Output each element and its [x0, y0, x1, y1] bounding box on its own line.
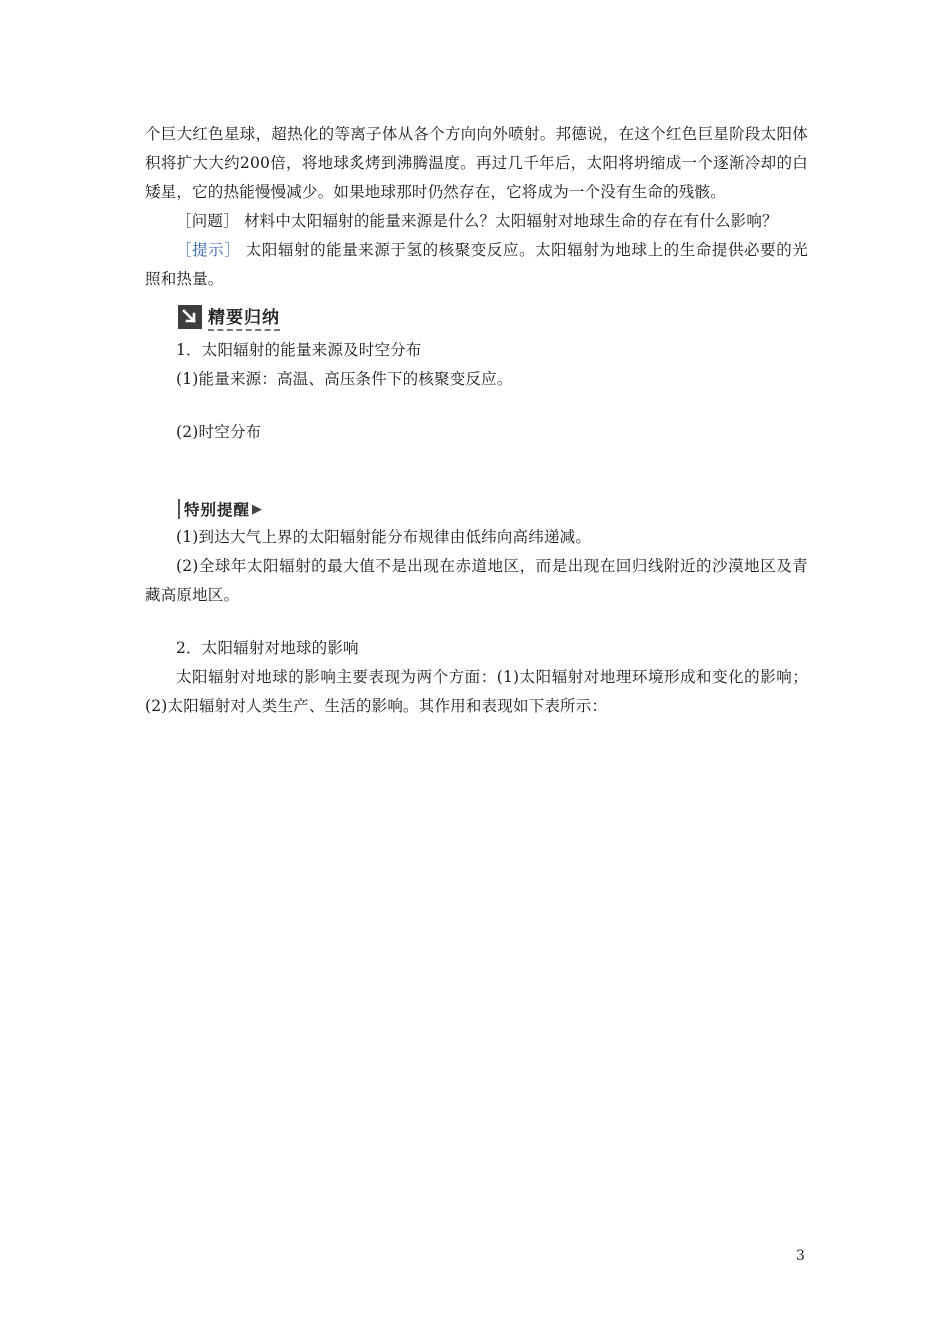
- page-number: 3: [796, 1248, 805, 1264]
- hint-paragraph: [145, 236, 808, 294]
- summary-item-2-text: 太阳辐射对地球的影响主要表现为两个方面：(1)太阳辐射对地理环境形成和变化的影响；(2)太阳辐射对人类生产、生活的影响。其作用和表现如下表所示：: [145, 668, 808, 715]
- arrow-down-right-icon: [178, 305, 202, 329]
- intro-paragraph: 个巨大红色星球，超热化的等离子体从各个方向向外喷射。邦德说，在这个红色巨星阶段太阳体积将扩大大约200倍，将地球炙烤到沸腾温度。再过几千年后，太阳将坍缩成一个逐渐冷却的白矮星，它的热能慢慢减少。如果地球那时仍然存在，它将成为一个没有生命的残骸。: [145, 125, 808, 201]
- summary-item-1-sub-2: (2)时空分布: [176, 423, 262, 441]
- question-label: ［问题］: [176, 212, 239, 230]
- special-reminder-2: (2)全球年太阳辐射的最大值不是出现在赤道地区，而是出现在回归线附近的沙漠地区及青藏高原地区。: [145, 557, 808, 604]
- document-body: [145, 120, 808, 721]
- hint-label: ［提示］: [176, 241, 241, 259]
- section-header: [178, 304, 808, 330]
- special-reminder-1: (1)到达大气上界的太阳辐射能分布规律由低纬向高纬递减。: [176, 528, 592, 546]
- question-paragraph: [145, 207, 808, 236]
- question-text: 材料中太阳辐射的能量来源是什么？太阳辐射对地球生命的存在有什么影响？: [243, 212, 778, 230]
- special-reminder-header: [178, 497, 808, 521]
- section-title: 精要归纳: [208, 303, 280, 331]
- summary-item-2-title: 2．太阳辐射对地球的影响: [176, 639, 359, 657]
- summary-item-1-sub-1: (1)能量来源：高温、高压条件下的核聚变反应。: [176, 370, 513, 388]
- summary-item-1-title: 1．太阳辐射的能量来源及时空分布: [176, 341, 422, 359]
- hint-text: 太阳辐射的能量来源于氢的核聚变反应。太阳辐射为地球上的生命提供必要的光照和热量。: [145, 241, 808, 288]
- triangle-right-icon: ▶: [252, 501, 263, 517]
- special-reminder-title: 特别提醒: [184, 501, 251, 519]
- vertical-bar-icon: [178, 499, 180, 519]
